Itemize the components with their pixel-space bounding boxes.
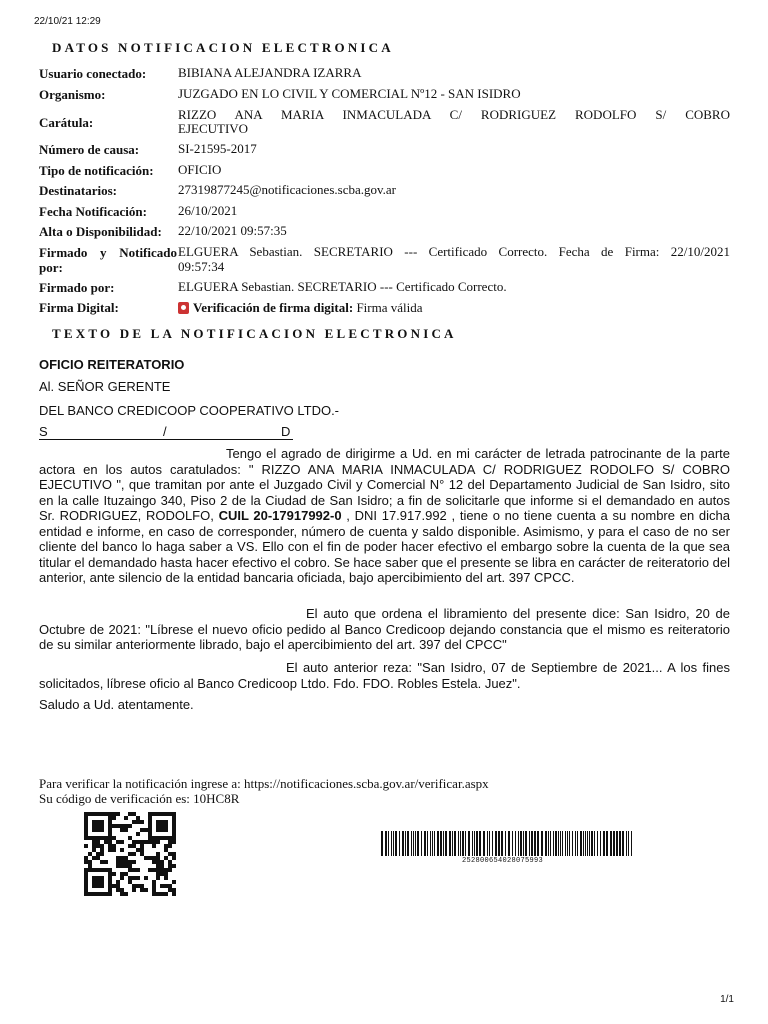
label-tipo: Tipo de notificación:	[39, 163, 154, 178]
letter-closing: Saludo a Ud. atentamente.	[39, 697, 194, 712]
value-tipo: OFICIO	[178, 162, 222, 177]
value-organismo: JUZGADO EN LO CIVIL Y COMERCIAL Nº12 - SAN ISIDRO	[178, 86, 521, 101]
label-organismo: Organismo:	[39, 87, 106, 102]
barcode-number: 252800654028075993	[462, 857, 544, 865]
section-title-texto: TEXTO DE LA NOTIFICACION ELECTRONICA	[52, 326, 457, 341]
label-usuario: Usuario conectado:	[39, 66, 147, 81]
section-title-datos: DATOS NOTIFICACION ELECTRONICA	[52, 40, 394, 55]
letter-paragraph-3: El auto anterior reza: "San Isidro, 07 de Septiembre de 2021... A los fines solicitados, líbrese oficio al Banco Credicoop Ltdo. Fdo. FDO. Robles Estela. Juez".	[39, 660, 730, 691]
value-numero-causa: SI-21595-2017	[178, 141, 257, 156]
certificate-icon[interactable]	[178, 302, 189, 314]
verif-label: Verificación de firma digital:	[193, 300, 354, 315]
label-caratula: Carátula:	[39, 115, 94, 130]
label-firma-digital: Firma Digital:	[39, 300, 119, 315]
print-timestamp: 22/10/21 12:29	[34, 16, 101, 27]
label-destinatarios: Destinatarios:	[39, 183, 117, 198]
label-numero-causa: Número de causa:	[39, 142, 140, 157]
sd-slash: /	[163, 424, 167, 439]
value-usuario: BIBIANA ALEJANDRA IZARRA	[178, 65, 362, 80]
label-alta: Alta o Disponibilidad:	[39, 224, 162, 239]
value-fecha: 26/10/2021	[178, 203, 238, 218]
value-firmado-notificado-line2: 09:57:34	[178, 259, 225, 274]
label-firmado-por: Firmado por:	[39, 280, 115, 295]
value-firmado-por: ELGUERA Sebastian. SECRETARIO --- Certificado Correcto.	[178, 279, 507, 294]
letter-title: OFICIO REITERATORIO	[39, 357, 185, 372]
letter-addressee-2: DEL BANCO CREDICOOP COOPERATIVO LTDO.-	[39, 403, 340, 418]
value-caratula-line2: EJECUTIVO	[178, 121, 249, 136]
verification-url-text: Para verificar la notificación ingrese a: https://notificaciones.scba.gov.ar/verificar.aspx	[39, 776, 489, 791]
cuil-number: CUIL 20-17917992-0	[218, 508, 342, 523]
sd-line	[39, 424, 293, 440]
page-number: 1/1	[720, 994, 734, 1005]
label-fecha: Fecha Notificación:	[39, 204, 147, 219]
value-firmado-notificado-line1: ELGUERA Sebastian. SECRETARIO --- Certificado Correcto. Fecha de Firma: 22/10/2021	[178, 244, 730, 259]
label-firmado-notificado-por: por:	[39, 260, 63, 275]
value-caratula-line1: RIZZO ANA MARIA INMACULADA C/ RODRIGUEZ RODOLFO S/ COBRO	[178, 107, 730, 122]
value-alta: 22/10/2021 09:57:35	[178, 223, 287, 238]
label-firmado-notificado: Firmado y Notificado	[39, 245, 177, 260]
paragraph-1-text-a: Tengo el agrado de dirigirme a Ud. en mi carácter de letrada patrocinante de la parte actora en los autos caratulados: " RIZZO ANA MARIA INMACULADA C/ RODRIGUEZ RODOLFO S/ COBRO EJECUTIVO ", que tramitan por ante el Juzgado Civil y Comercial N° 12 del Departamento Judicial de San Isidro, sito en la calle Ituzaingo 340, Piso 2 de la Ciudad de San Isidro; a fin de solicitarle que informe si el demandado en autos Sr. RODRIGUEZ, RODOLFO,	[39, 446, 730, 523]
qr-code-icon	[84, 812, 176, 896]
verification-code-text: Su código de verificación es: 10HC8R	[39, 791, 240, 806]
letter-addressee-1: Al. SEÑOR GERENTE	[39, 379, 171, 394]
sd-s: S	[39, 424, 48, 439]
letter-paragraph-1	[39, 446, 730, 586]
verif-value: Firma válida	[356, 300, 423, 315]
value-destinatarios: 27319877245@notificaciones.scba.gov.ar	[178, 182, 396, 197]
sd-d: D	[281, 424, 291, 439]
paragraph-1-text-b: , DNI 17.917.992 , tiene o no tiene cuenta a su nombre en dicha entidad e informe, en caso de corresponder, número de cuenta y saldo disponible. Asimismo, y para el caso de no ser cliente del banco lo haga saber a VS. Ello con el fin de poder hacer efectivo el embargo sobre la cuenta de la que sea titular el demandado hasta hacer efectivo el cobro. Se hace saber que el presente se libra en carácter de reiteratorio del anterior, ante silencio de la entidad bancaria oficiada, bajo apercibimiento del art. 397 CPCC.	[39, 508, 730, 585]
value-firma-digital	[178, 301, 730, 315]
letter-paragraph-2: El auto que ordena el libramiento del presente dice: San Isidro, 20 de Octubre de 2021: "Líbrese el nuevo oficio pedido al Banco Credicoop dejando constancia que el mismo es reiteratorio de su similar anteriormente librado, bajo el apercibimiento del art. 397 del CPCC"	[39, 606, 730, 652]
